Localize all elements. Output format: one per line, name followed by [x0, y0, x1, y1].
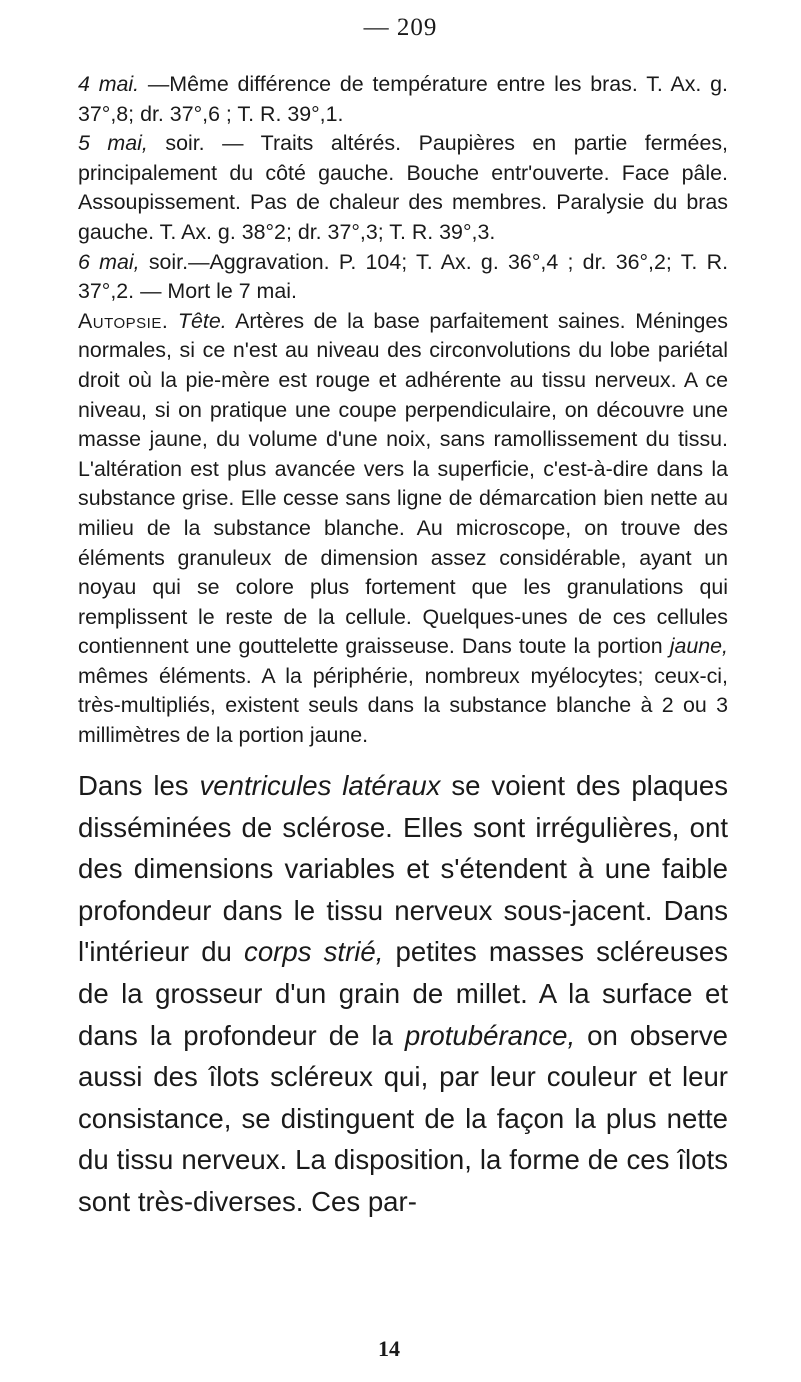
main-paragraph-block: [78, 765, 728, 1223]
signature-mark: 14: [378, 1336, 400, 1361]
entry-may-6: [78, 248, 728, 307]
entry-date: 4 mai.: [78, 72, 140, 96]
entry-date: 6 mai,: [78, 249, 140, 274]
entry-date: 5 mai,: [78, 131, 148, 156]
autopsy-label: Autopsie.: [78, 308, 169, 333]
main-text-1: se voient des plaques disséminées de sclérose. Elles sont irrégulières, ont des dimensions variables et s'étendent à une faible profondeur dans le tissu nerveux sous-jacent. Dans l'intérieur du: [78, 770, 728, 968]
entry-text: soir. — Traits altérés. Paupières en partie fermées, principalement du côté gauche. Bouche entr'ouverte. Face pâle. Assoupissement. Pas de chaleur des membres. Paralysie du bras gauche. T. Ax. g. 38°2; dr. 37°,3; T. R. 39°,3.: [78, 131, 728, 244]
entry-text: soir.—Aggravation. P. 104; T. Ax. g. 36°,4 ; dr. 36°,2; T. R. 37°,2. — Mort le 7 mai.: [78, 249, 729, 304]
autopsy-text-2: mêmes éléments. A la périphérie, nombreux myélocytes; ceux-ci, très-multipliés, existent seuls dans la substance blanche à 2 ou 3 millimètres de la portion jaune.: [78, 663, 728, 748]
main-ventricules: ventricules latéraux: [199, 770, 441, 801]
main-paragraph: [78, 765, 728, 1223]
main-corps: corps strié,: [244, 936, 384, 968]
autopsy-jaune: jaune,: [669, 634, 728, 659]
main-text-3: on observe aussi des îlots scléreux qui, par leur couleur et leur consistance, se distinguent de la façon la plus nette du tissu nerveux. La disposition, la forme de ces îlots sont très-diverses. Ces par-: [78, 1019, 728, 1217]
main-text-2: petites masses scléreuses de la grosseur d'un grain de millet. A la surface et dans la profondeur de la: [78, 936, 729, 1051]
entry-may-5: [78, 129, 728, 247]
page-number: — 209: [363, 14, 438, 41]
autopsy-head: Tête.: [177, 308, 227, 333]
autopsy-text-1: Artères de la base parfaitement saines. Méninges normales, si ce n'est au niveau des circonvolutions du lobe pariétal droit où la pie-mère est rouge et adhérente au tissu nerveux. A ce niveau, si on pratique une coupe perpendiculaire, on découvre une masse jaune, du volume d'une noix, sans ramollissement du tissu. L'altération est plus avancée vers la superficie, c'est-à-dire dans la substance grise. Elle cesse sans ligne de démarcation bien nette au milieu de la substance blanche. Au microscope, on trouve des éléments granuleux de dimension assez considérable, ayant un noyau qui se colore plus fortement que les granulations qui remplissent le reste de la cellule. Quelques-unes de ces cellules contiennent une gouttelette graisseuse. Dans toute la portion: [78, 308, 728, 659]
main-lead: Dans les: [78, 770, 200, 801]
main-protuberance: protubérance,: [404, 1019, 576, 1051]
entry-text: —Même différence de température entre les bras. T. Ax. g. 37°,8; dr. 37°,6 ; T. R. 39°,1.: [78, 72, 728, 126]
entry-may-4: [78, 70, 728, 129]
autopsy-paragraph: [78, 307, 728, 751]
clinical-notes: [78, 70, 728, 751]
